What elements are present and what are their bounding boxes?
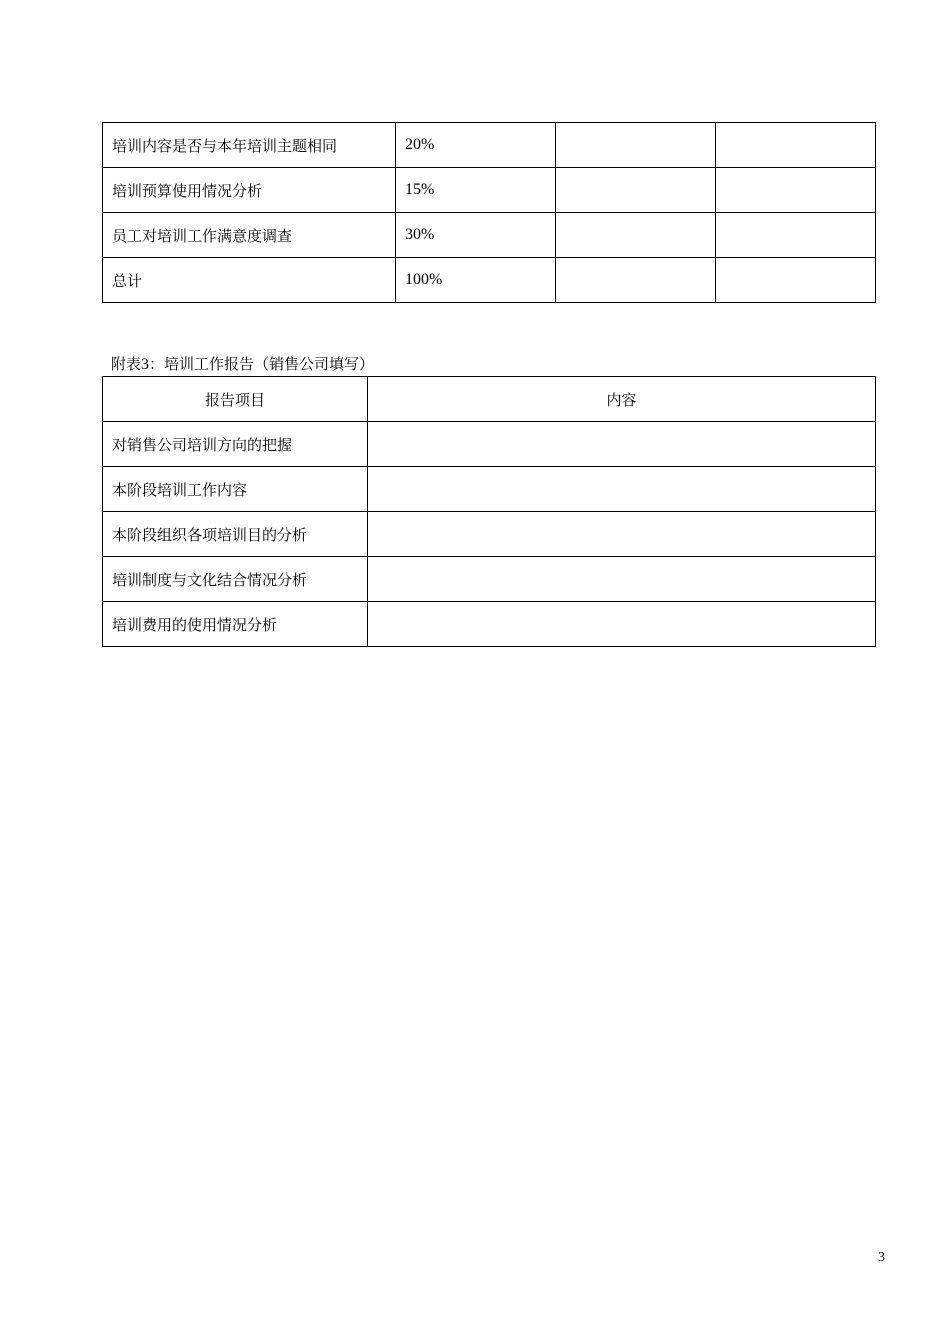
evaluation-weight: 30% — [396, 213, 556, 258]
evaluation-cell — [556, 213, 716, 258]
report-content — [368, 602, 876, 647]
evaluation-cell — [716, 258, 876, 303]
caption-prefix: 附表 — [111, 355, 142, 373]
table-row — [103, 213, 876, 258]
evaluation-cell — [556, 168, 716, 213]
table-caption — [111, 353, 374, 374]
evaluation-weight: 15% — [396, 168, 556, 213]
evaluation-weight: 100% — [396, 258, 556, 303]
table-row — [103, 557, 876, 602]
evaluation-item: 培训内容是否与本年培训主题相同 — [103, 123, 396, 168]
column-header-content: 内容 — [368, 377, 876, 422]
table-row — [103, 467, 876, 512]
report-table — [102, 376, 876, 647]
evaluation-weight: 20% — [396, 123, 556, 168]
table-row — [103, 512, 876, 557]
report-item: 对销售公司培训方向的把握 — [103, 422, 368, 467]
table-row — [103, 422, 876, 467]
column-header-item: 报告项目 — [103, 377, 368, 422]
table-row — [103, 168, 876, 213]
report-content — [368, 467, 876, 512]
evaluation-item: 培训预算使用情况分析 — [103, 168, 396, 213]
report-item: 培训费用的使用情况分析 — [103, 602, 368, 647]
report-item: 本阶段组织各项培训目的分析 — [103, 512, 368, 557]
page-number: 3 — [878, 1250, 885, 1265]
report-content — [368, 557, 876, 602]
table-row — [103, 258, 876, 303]
evaluation-cell — [556, 258, 716, 303]
evaluation-cell — [716, 123, 876, 168]
evaluation-item: 总计 — [103, 258, 396, 303]
report-content — [368, 512, 876, 557]
caption-text: ：培训工作报告（销售公司填写） — [149, 355, 375, 373]
caption-number: 3 — [141, 356, 150, 373]
report-item: 培训制度与文化结合情况分析 — [103, 557, 368, 602]
evaluation-table — [102, 122, 876, 303]
table-row — [103, 123, 876, 168]
report-item: 本阶段培训工作内容 — [103, 467, 368, 512]
table-header-row — [103, 377, 876, 422]
evaluation-cell — [716, 213, 876, 258]
report-content — [368, 422, 876, 467]
evaluation-item: 员工对培训工作满意度调查 — [103, 213, 396, 258]
evaluation-cell — [716, 168, 876, 213]
evaluation-cell — [556, 123, 716, 168]
table-row — [103, 602, 876, 647]
